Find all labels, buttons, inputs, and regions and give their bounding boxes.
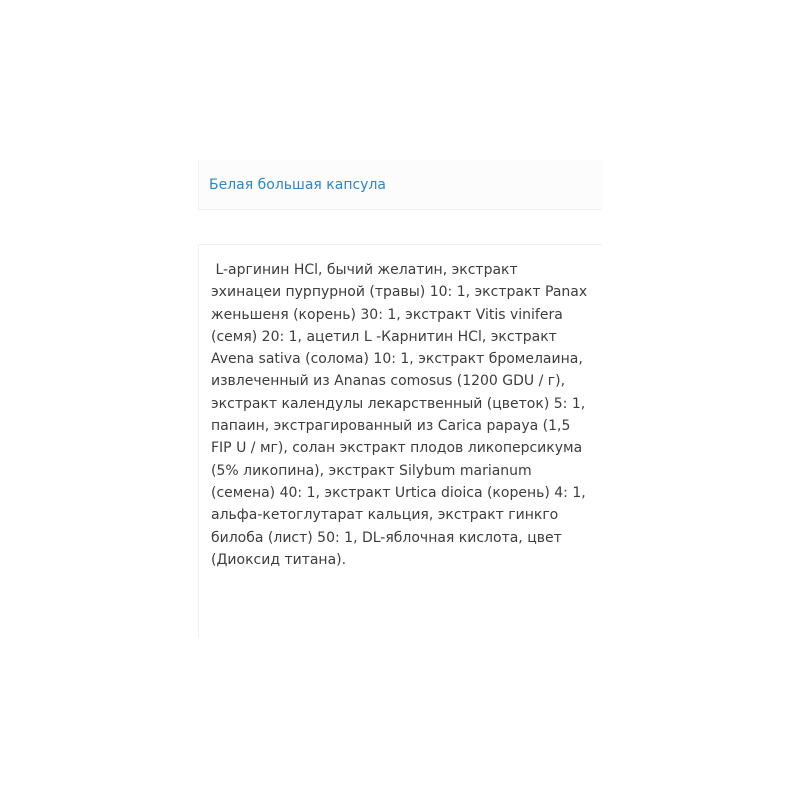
ingredients-block [198, 244, 602, 638]
ingredients-text [211, 259, 597, 571]
capsule-title: Белая большая капсула [209, 177, 386, 193]
ingredients-line: эхинацеи пурпурной (травы) 10: 1, экстракт Panax [211, 284, 588, 301]
ingredients-line: извлеченный из Ananas comosus (1200 GDU / г), [211, 373, 566, 390]
ingredients-line: папаин, экстрагированный из Carica papaya (1,5 [211, 418, 571, 435]
ingredients-line: (Диоксид титана). [211, 551, 347, 568]
ingredients-line: женьшеня (корень) 30: 1, экстракт Vitis vinifera [211, 306, 563, 323]
ingredients-line: (семя) 20: 1, ацетил L -Карнитин HCl, экстракт [211, 328, 557, 345]
ingredients-line: (5% ликопина), экстракт Silybum marianum [211, 462, 532, 479]
ingredients-line: билоба (лист) 50: 1, DL-яблочная кислота, цвет [211, 529, 562, 546]
ingredients-line: альфа-кетоглутарат кальция, экстракт гинкго [211, 507, 559, 524]
ingredients-line: FIP U / мг), солан экстракт плодов ликоперсикума [211, 440, 583, 457]
ingredients-line: Avena sativa (солома) 10: 1, экстракт бромелаина, [211, 351, 583, 368]
ingredients-line: (семена) 40: 1, экстракт Urtica dioica (корень) 4: 1, [211, 484, 586, 501]
ingredients-line: L-аргинин HCl, бычий желатин, экстракт [211, 262, 518, 278]
ingredients-line: экстракт календулы лекарственный (цветок) 5: 1, [211, 395, 586, 412]
capsule-title-block [198, 160, 602, 210]
